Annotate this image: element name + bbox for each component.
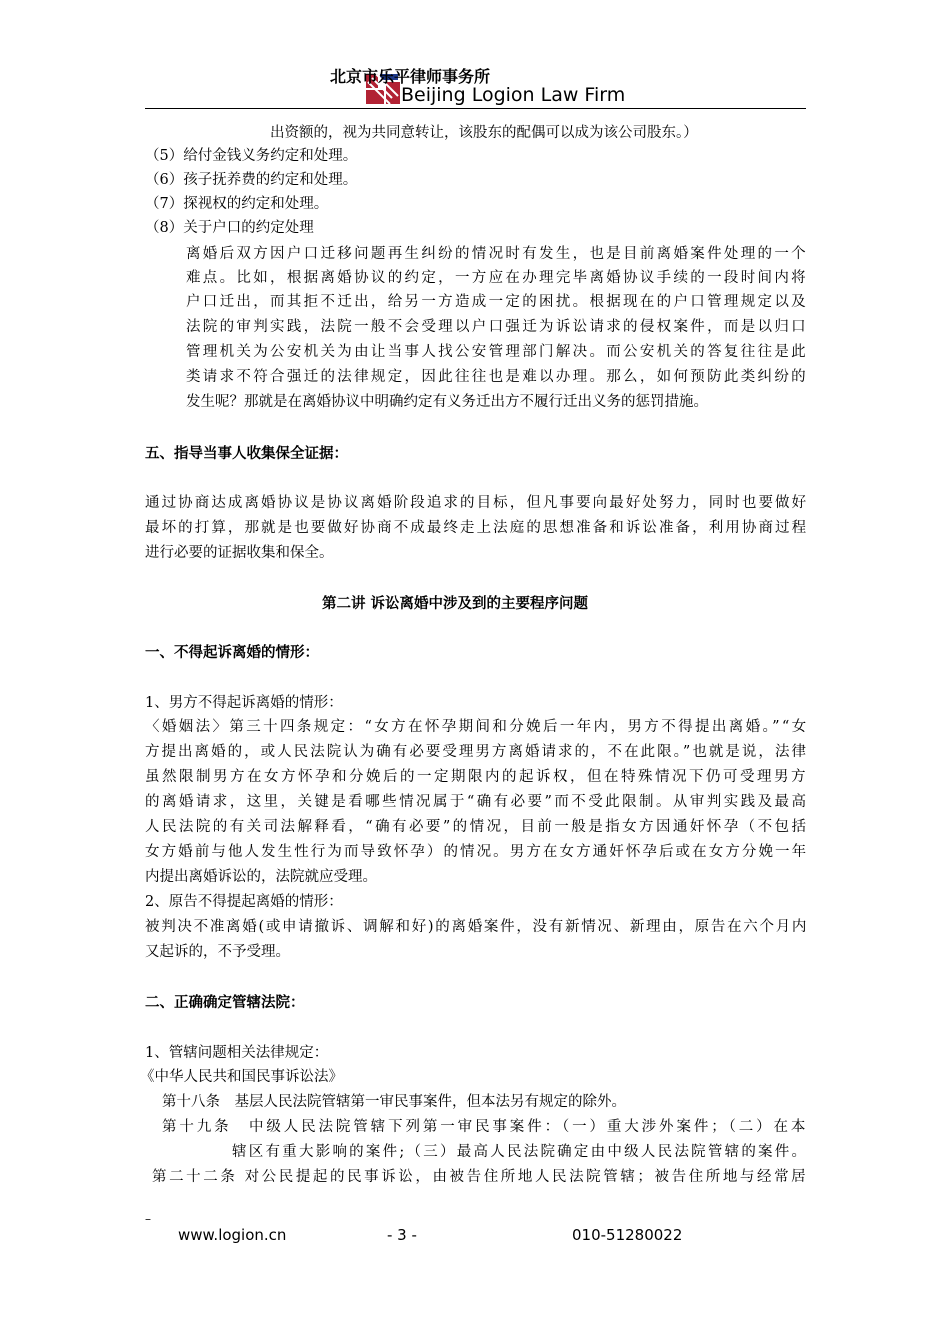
section-heading: 二、正确确定管辖法院： [145,994,305,1011]
text-line: 发生呢？那就是在离婚协议中明确约定有义务迁出方不履行迁出义务的惩罚措施。 [186,394,708,410]
text-line: 第十九条 中级人民法院管辖下列第一审民事案件：（一）重大涉外案件；（二）在本 [162,1119,809,1135]
firm-name-chinese: 北京市乐平律师事务所 [330,67,491,86]
text-line: 内提出离婚诉讼的，法院就应受理。 [145,869,377,885]
text-line: 第十八条 基层人民法院管辖第一审民事案件，但本法另有规定的除外。 [162,1094,626,1110]
text-line: 通过协商达成离婚协议是协议离婚阶段追求的目标，但凡事要向最好处努力，同时也要做好 [145,495,809,511]
text-line: （5）给付金钱义务约定和处理。 [145,148,358,164]
footer-phone: 010-51280022 [572,1226,683,1244]
text-line: 难点。比如，根据离婚协议的约定，一方应在办理完毕离婚协议手续的一段时间内将 [186,270,808,286]
text-line: 2、原告不得提起离婚的情形： [145,894,343,910]
text-line: （8）关于户口的约定处理 [145,220,314,236]
text-line: 最坏的打算，那就是也要做好协商不成最终走上法庭的思想准备和诉讼准备，利用协商过程 [145,520,809,536]
text-line: 离婚后双方因户口迁移问题再生纠纷的情况时有发生，也是目前离婚案件处理的一个 [186,246,808,262]
text-line: 管理机关为公安机关为由让当事人找公安管理部门解决。而公安机关的答复往往是此 [186,344,808,360]
text-line: 1、男方不得起诉离婚的情形： [145,695,343,711]
text-line: 的离婚请求，这里，关键是看哪些情况属于“确有必要”而不受此限制。从审判实践及最高 [145,794,809,810]
text-line: 《中华人民共和国民事诉讼法》 [140,1069,343,1085]
text-line: 〈婚姻法〉第三十四条规定：“女方在怀孕期间和分娩后一年内，男方不得提出离婚。”“女 [145,719,809,735]
footer-page-number: - 3 - [387,1226,417,1244]
text-line: 方提出离婚的，或人民法院认为确有必要受理男方离婚请求的，不在此限。”也就是说，法律 [145,744,808,760]
text-line: 类请求不符合强迁的法律规定，因此往往也是难以办理。那么，如何预防此类纠纷的 [186,369,808,385]
text-line: 户口迁出，而其拒不迁出，给另一方造成一定的困扰。根据现在的户口管理规定以及 [186,294,808,310]
text-line: 女方婚前与他人发生性行为而导致怀孕）的情况。男方在女方通奸怀孕后或在女方分娩一年 [145,844,809,860]
text-line: 虽然限制男方在女方怀孕和分娩后的一定期限内的起诉权，但在特殊情况下仍可受理男方 [145,769,808,785]
section-heading: 五、指导当事人收集保全证据： [145,445,348,462]
section-heading: 一、不得起诉离婚的情形： [145,644,319,661]
text-line: 1、管辖问题相关法律规定： [145,1045,329,1061]
section-heading: 第二讲 诉讼离婚中涉及到的主要程序问题 [322,595,589,612]
text-line: 第二十二条 对公民提起的民事诉讼，由被告住所地人民法院管辖；被告住所地与经常居 [152,1169,809,1185]
footer-dash: – [145,1212,151,1226]
text-line: 进行必要的证据收集和保全。 [145,545,334,561]
text-line: 被判决不准离婚(或申请撤诉、调解和好)的离婚案件，没有新情况、新理由，原告在六个月内 [145,919,809,935]
text-line: （7）探视权的约定和处理。 [145,196,329,212]
header-rule [145,108,806,109]
text-line: 法院的审判实践，法院一般不会受理以户口强迁为诉讼请求的侵权案件，而是以归口 [186,319,808,335]
footer-website: www.logion.cn [178,1226,287,1244]
text-line: 辖区有重大影响的案件;（三）最高人民法院确定由中级人民法院管辖的案件。 [232,1144,809,1160]
text-line: 人民法院的有关司法解释看，“确有必要”的情况，目前一般是指女方因通奸怀孕（不包括 [145,819,809,835]
text-line: 出资额的，视为共同意转让，该股东的配偶可以成为该公司股东。） [270,125,698,141]
firm-name-english: Beijing Logion Law Firm [401,84,626,106]
text-line: 又起诉的，不予受理。 [145,944,290,960]
text-line: （6）孩子抚养费的约定和处理。 [145,172,358,188]
